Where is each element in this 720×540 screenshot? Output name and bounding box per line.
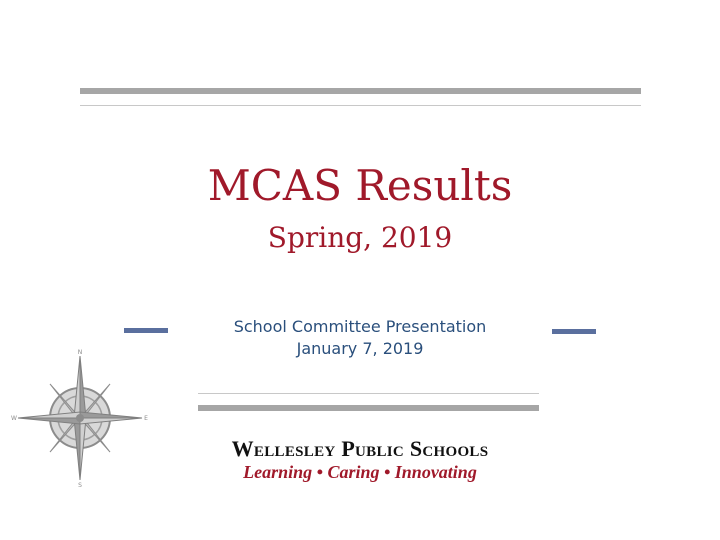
top-divider-thin — [80, 105, 641, 106]
compass-label-south: S — [78, 482, 82, 488]
slide-title: MCAS Results — [207, 161, 513, 210]
compass-label-east: E — [144, 415, 148, 422]
compass-label-north: N — [77, 349, 83, 356]
bottom-divider-thin — [198, 393, 539, 394]
organization-name: Wellesley Public Schools — [231, 436, 489, 461]
bottom-divider-thick — [198, 405, 539, 411]
presentation-date: January 7, 2019 — [296, 339, 424, 358]
compass-label-west: W — [11, 415, 17, 422]
compass-center-icon — [76, 414, 84, 422]
slide-subtitle: Spring, 2019 — [267, 221, 453, 254]
presentation-line: School Committee Presentation — [233, 317, 487, 336]
organization-tagline: Learning • Caring • Innovating — [243, 462, 477, 482]
top-divider-thick — [80, 88, 641, 94]
